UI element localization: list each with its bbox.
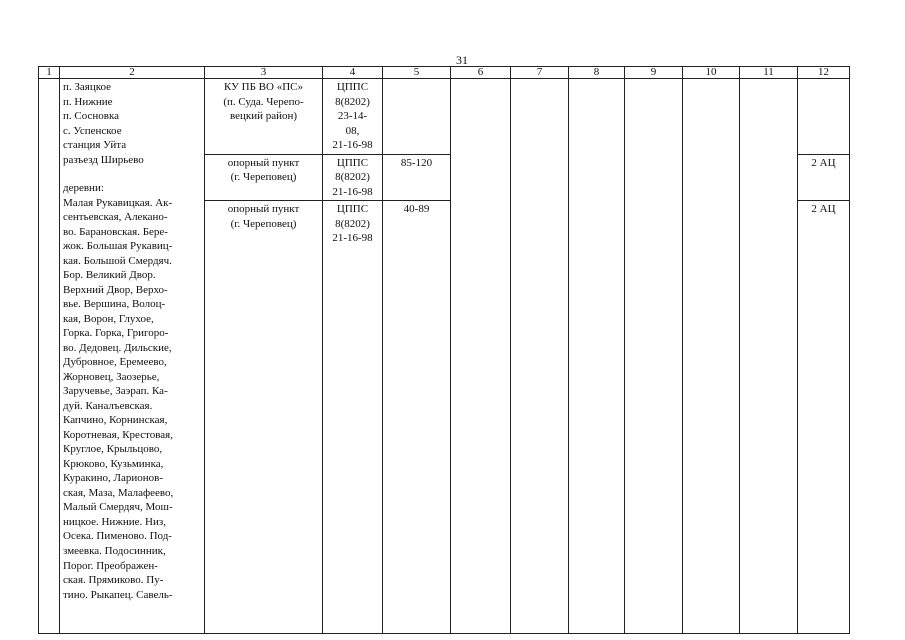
equipment-cell	[798, 79, 850, 155]
cell-col7	[511, 79, 569, 634]
header-cell: 9	[625, 67, 683, 79]
header-cell: 10	[683, 67, 740, 79]
cell-col10	[683, 79, 740, 634]
equipment-cell: 2 АЦ	[798, 154, 850, 201]
page-number: 31	[456, 53, 468, 67]
cell-col9	[625, 79, 683, 634]
data-table	[38, 66, 850, 634]
header-cell: 4	[323, 67, 383, 79]
distance-cell: 85-120	[383, 154, 451, 201]
header-cell: 2	[60, 67, 205, 79]
distance-cell	[383, 79, 451, 155]
header-cell: 8	[569, 67, 625, 79]
header-cell: 7	[511, 67, 569, 79]
header-row	[39, 67, 850, 79]
header-cell: 12	[798, 67, 850, 79]
header-cell: 6	[451, 67, 511, 79]
villages-label: деревни:	[63, 182, 104, 195]
unit-cell: опорный пункт (г. Череповец)	[205, 201, 323, 634]
unit-cell: КУ ПБ ВО «ПС» (п. Суда. Черепо- вецкий район)	[205, 79, 323, 155]
phone-cell: ЦППС 8(8202) 21-16-98	[323, 154, 383, 201]
cell-col11	[740, 79, 798, 634]
unit-cell: опорный пункт (г. Череповец)	[205, 154, 323, 201]
equipment-cell: 2 АЦ	[798, 201, 850, 634]
villages-list: Малая Рукавицкая. Ак- сентьевская, Алекано- во. Барановская. Бере- жок. Большая Рукавиц- кая. Большой Смердяч. Бор. Великий Двор. Верхний Двор, Верхо- вье. Вершина, Волоц- кая, Ворон, Глухое, Горка. Горка, Григоро- во. Дедовец. Дильские, Дубровное, Еремеево, Жорновец, Заозерье, Заручевье, Заэрап. Ка- дуй. Каналъевская. Капчино, Корнинская, Коротневая, Крестовая, Круглое, Крыльцово, Крюково, Кузьминка, Куракино, Ларионов- ская, Маза, Малафеево, Малый Смердяч, Мош- ницкое. Нижние. Низ, Осека. Пименово. Под- змеевка. Подосинник, Порог. Преображен- ская. Прямиково. Пу- тино. Рыкапец. Савель-	[63, 196, 174, 601]
header-cell: 3	[205, 67, 323, 79]
distance-cell: 40-89	[383, 201, 451, 634]
table-row	[39, 79, 850, 155]
phone-cell: ЦППС 8(8202) 21-16-98	[323, 201, 383, 634]
cell-col6	[451, 79, 511, 634]
settlements-list: п. Заяцкое п. Нижние п. Сосновка с. Успенское станция Уйта разъезд Ширьево	[63, 81, 144, 166]
cell-col8	[569, 79, 625, 634]
phone-cell: ЦППС 8(8202) 23-14- 08, 21-16-98	[323, 79, 383, 155]
header-cell: 5	[383, 67, 451, 79]
header-cell: 11	[740, 67, 798, 79]
header-cell: 1	[39, 67, 60, 79]
cell-col1	[39, 79, 60, 634]
settlements-cell	[60, 79, 205, 634]
